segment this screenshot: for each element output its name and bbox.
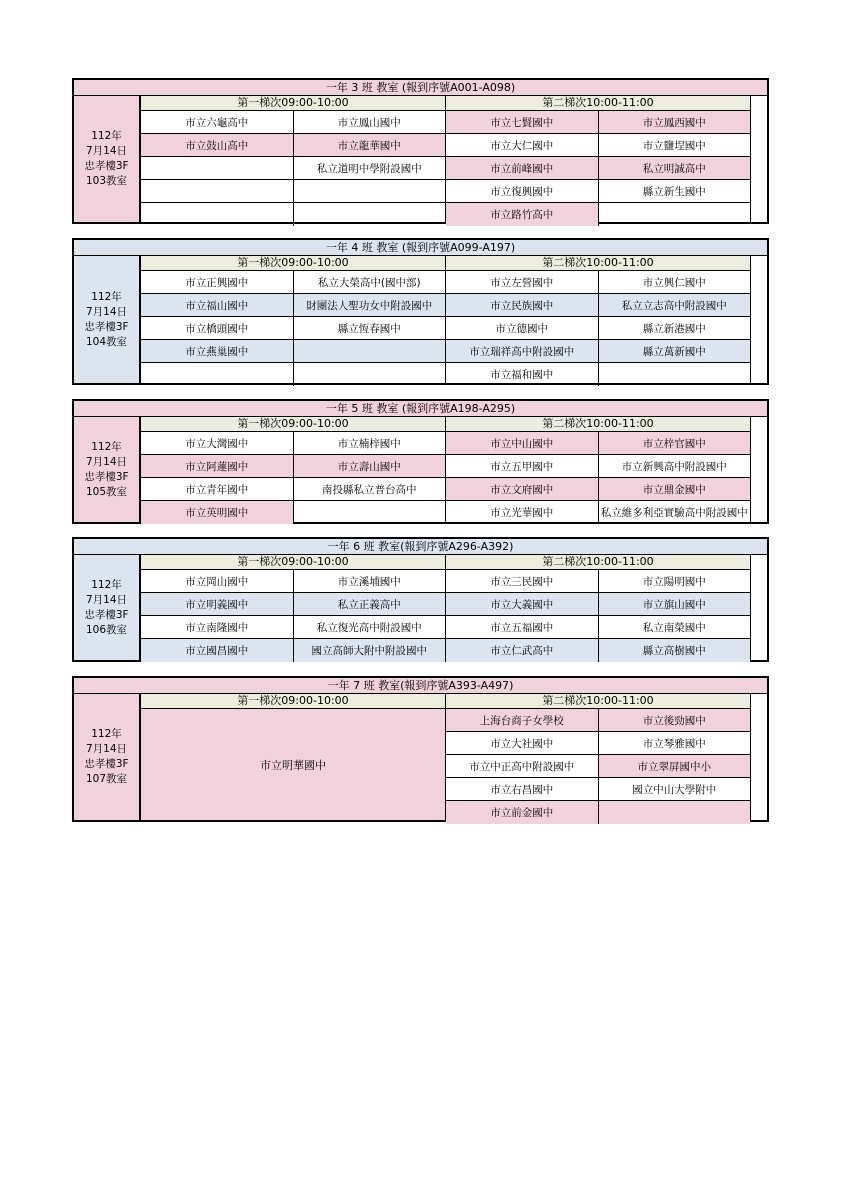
school-cell: 縣立新港國中 — [598, 317, 751, 339]
year-label: 112年 — [91, 130, 122, 142]
class-3-block — [72, 78, 769, 224]
school-cell-merged: 市立明華國中 — [141, 709, 445, 820]
table-row — [141, 180, 445, 203]
school-cell: 市立路竹高中 — [446, 203, 598, 226]
school-cell: 市立文府國中 — [490, 483, 554, 496]
school-cell: 市立瑞祥高中附設國中 — [469, 345, 575, 358]
class-4-block — [72, 238, 769, 385]
school-cell: 市立大義國中 — [490, 598, 554, 611]
school-cell: 市立五福國中 — [490, 621, 554, 634]
session-1-table — [140, 96, 446, 222]
session-1-table — [140, 555, 446, 660]
school-cell: 市立大灣國中 — [185, 437, 249, 450]
school-cell: 市立鳳山國中 — [293, 111, 446, 133]
table-row — [141, 134, 445, 157]
school-cell: 市立左營國中 — [490, 276, 554, 289]
school-cell — [141, 203, 293, 226]
table-row — [141, 455, 445, 478]
school-cell: 私立南榮國中 — [598, 616, 751, 638]
school-cell: 市立中正高中附設國中 — [469, 760, 575, 773]
table-row — [141, 111, 445, 134]
table-row — [141, 317, 445, 340]
session-2-table — [445, 694, 751, 820]
session-2-header: 第二梯次10:00-11:00 — [446, 417, 750, 432]
building-label: 忠孝樓3F — [84, 608, 129, 621]
date-label: 7月14日 — [85, 743, 128, 755]
school-cell: 市立岡山國中 — [185, 575, 249, 588]
table-row — [141, 570, 445, 593]
table-row — [141, 639, 445, 662]
table-row — [446, 111, 750, 134]
school-cell: 縣立新生國中 — [598, 180, 751, 202]
school-cell: 市立鳳西國中 — [598, 111, 751, 133]
class-7-block — [72, 676, 769, 822]
school-cell: 國立高師大附中附設國中 — [293, 639, 446, 662]
school-cell: 市立七賢國中 — [490, 116, 554, 129]
school-cell: 市立南隆國中 — [185, 621, 249, 634]
school-cell: 市立楠梓國中 — [293, 432, 446, 454]
building-label: 忠孝樓3F — [84, 758, 129, 770]
building-label: 忠孝樓3F — [84, 320, 129, 333]
school-cell: 私立明誠高中 — [598, 157, 751, 179]
date-label: 7月14日 — [85, 305, 128, 318]
school-cell: 市立三民國中 — [490, 575, 554, 588]
table-row — [141, 271, 445, 294]
school-cell: 市立翠屏國中小 — [598, 755, 751, 777]
school-cell: 市立溪埔國中 — [293, 570, 446, 592]
date-location — [74, 555, 140, 660]
school-cell — [598, 363, 751, 386]
school-cell: 市立後勁國中 — [598, 709, 751, 731]
date-location — [74, 96, 140, 222]
school-cell: 市立新興高中附設國中 — [598, 455, 751, 477]
school-cell — [293, 501, 446, 524]
table-row — [446, 709, 750, 732]
school-cell: 市立正興國中 — [185, 276, 249, 289]
school-cell: 市立五甲國中 — [490, 460, 554, 473]
table-row — [141, 157, 445, 180]
table-row — [446, 157, 750, 180]
school-cell: 市立前金國中 — [490, 807, 554, 819]
session-1-table — [140, 417, 446, 522]
school-cell: 市立國昌國中 — [185, 645, 249, 657]
school-cell — [141, 157, 293, 179]
session-1-header: 第一梯次09:00-10:00 — [141, 96, 445, 111]
session-1-header: 第一梯次09:00-10:00 — [141, 694, 445, 709]
table-row — [446, 616, 750, 639]
year-label: 112年 — [91, 440, 122, 453]
session-2-header: 第二梯次10:00-11:00 — [446, 555, 750, 570]
school-cell: 市立青年國中 — [185, 483, 249, 496]
school-cell: 私立立志高中附設國中 — [598, 294, 751, 316]
school-cell: 市立中山國中 — [490, 437, 554, 450]
school-cell: 市立福和國中 — [490, 369, 554, 381]
school-cell: 私立正義高中 — [293, 593, 446, 615]
school-cell: 市立梓官國中 — [598, 432, 751, 454]
date-label: 7月14日 — [85, 455, 128, 468]
school-cell: 市立大仁國中 — [490, 139, 554, 152]
session-2-header: 第二梯次10:00-11:00 — [446, 694, 750, 709]
table-row — [446, 134, 750, 157]
room-label: 103教室 — [85, 175, 128, 187]
school-cell: 市立龍華國中 — [293, 134, 446, 156]
date-location — [74, 417, 140, 522]
table-row — [446, 801, 750, 824]
school-cell: 市立大社國中 — [490, 737, 554, 750]
table-row — [141, 203, 445, 226]
table-row — [446, 455, 750, 478]
school-cell: 私立大榮高中(國中部) — [293, 271, 446, 293]
school-cell — [293, 363, 446, 386]
school-cell: 縣立高樹國中 — [598, 639, 751, 662]
school-cell: 市立右昌國中 — [490, 783, 554, 796]
session-2-table — [445, 256, 751, 383]
table-row — [446, 570, 750, 593]
school-cell: 市立明義國中 — [185, 598, 249, 611]
school-cell: 市立鼓山高中 — [185, 139, 249, 152]
session-1-header: 第一梯次09:00-10:00 — [141, 256, 445, 271]
table-row — [446, 317, 750, 340]
session-1-table — [140, 256, 446, 383]
block-title: 一年 7 班 教室(報到序號A393-A497) — [74, 678, 767, 694]
school-cell — [141, 180, 293, 202]
table-row — [446, 732, 750, 755]
school-cell: 縣立恆春國中 — [293, 317, 446, 339]
session-1-table — [140, 694, 446, 820]
year-label: 112年 — [91, 578, 122, 591]
school-cell — [293, 180, 446, 202]
session-2-header: 第二梯次10:00-11:00 — [446, 256, 750, 271]
school-cell — [293, 203, 446, 226]
school-cell: 南投縣私立普台高中 — [293, 478, 446, 500]
school-cell: 私立復光高中附設國中 — [293, 616, 446, 638]
table-row — [446, 755, 750, 778]
date-location — [74, 694, 140, 820]
school-cell: 市立六龜高中 — [185, 116, 249, 129]
school-cell: 市立德國中 — [495, 322, 548, 335]
table-row — [141, 432, 445, 455]
school-cell: 私立道明中學附設國中 — [293, 157, 446, 179]
school-cell: 市立民族國中 — [490, 299, 554, 312]
year-label: 112年 — [91, 728, 122, 740]
school-cell: 財團法人聖功女中附設國中 — [293, 294, 446, 316]
school-cell: 市立陽明國中 — [598, 570, 751, 592]
school-cell: 市立阿蓮國中 — [185, 460, 249, 473]
session-1-header: 第一梯次09:00-10:00 — [141, 417, 445, 432]
school-cell: 市立鹽埕國中 — [598, 134, 751, 156]
table-row — [141, 616, 445, 639]
block-title: 一年 6 班 教室(報到序號A296-A392) — [74, 539, 767, 555]
school-cell: 市立興仁國中 — [598, 271, 751, 293]
class-5-block — [72, 399, 769, 524]
school-cell: 市立光華國中 — [490, 507, 554, 519]
table-row — [446, 294, 750, 317]
session-1-header: 第一梯次09:00-10:00 — [141, 555, 445, 570]
school-cell: 市立英明國中 — [141, 501, 293, 524]
school-cell — [598, 801, 751, 824]
school-cell: 市立壽山國中 — [293, 455, 446, 477]
table-row — [446, 180, 750, 203]
block-title: 一年 4 班 教室 (報到序號A099-A197) — [74, 240, 767, 256]
block-title: 一年 5 班 教室 (報到序號A198-A295) — [74, 401, 767, 417]
building-label: 忠孝樓3F — [84, 160, 129, 172]
school-cell: 市立福山國中 — [185, 299, 249, 312]
table-row — [141, 363, 445, 386]
year-label: 112年 — [91, 290, 122, 303]
session-2-table — [445, 555, 751, 660]
table-row — [141, 294, 445, 317]
room-label: 107教室 — [85, 773, 128, 785]
school-cell: 縣立萬新國中 — [598, 340, 751, 362]
table-row — [141, 501, 445, 524]
room-label: 105教室 — [85, 485, 128, 498]
session-2-header: 第二梯次10:00-11:00 — [446, 96, 750, 111]
school-cell: 市立琴雅國中 — [598, 732, 751, 754]
school-cell: 市立仁武高中 — [490, 645, 554, 657]
date-location — [74, 256, 140, 383]
school-cell: 市立旗山國中 — [598, 593, 751, 615]
school-cell: 國立中山大學附中 — [598, 778, 751, 800]
class-6-block — [72, 537, 769, 662]
date-label: 7月14日 — [85, 145, 128, 157]
table-row — [446, 478, 750, 501]
room-label: 106教室 — [85, 623, 128, 636]
table-row — [446, 501, 750, 524]
table-row — [446, 639, 750, 662]
school-cell — [293, 340, 446, 362]
building-label: 忠孝樓3F — [84, 470, 129, 483]
school-cell: 市立鼎金國中 — [598, 478, 751, 500]
table-row — [141, 478, 445, 501]
table-row — [446, 593, 750, 616]
school-cell — [598, 203, 751, 226]
session-2-table — [445, 96, 751, 222]
school-cell — [141, 363, 293, 386]
block-title: 一年 3 班 教室 (報到序號A001-A098) — [74, 80, 767, 96]
date-label: 7月14日 — [85, 593, 128, 606]
school-cell: 市立橋頭國中 — [185, 322, 249, 335]
table-row — [446, 778, 750, 801]
table-row — [446, 271, 750, 294]
table-row — [446, 203, 750, 226]
school-cell: 市立前峰國中 — [490, 162, 554, 175]
room-label: 104教室 — [85, 335, 128, 348]
school-cell: 市立復興國中 — [490, 185, 554, 198]
table-row — [446, 432, 750, 455]
table-row — [446, 363, 750, 386]
school-cell: 私立維多利亞實驗高中附設國中 — [598, 501, 751, 524]
table-row — [141, 593, 445, 616]
school-cell: 市立燕巢國中 — [185, 345, 249, 358]
school-cell: 上海台商子女學校 — [446, 709, 598, 731]
table-row — [141, 340, 445, 363]
table-row — [446, 340, 750, 363]
session-2-table — [445, 417, 751, 522]
